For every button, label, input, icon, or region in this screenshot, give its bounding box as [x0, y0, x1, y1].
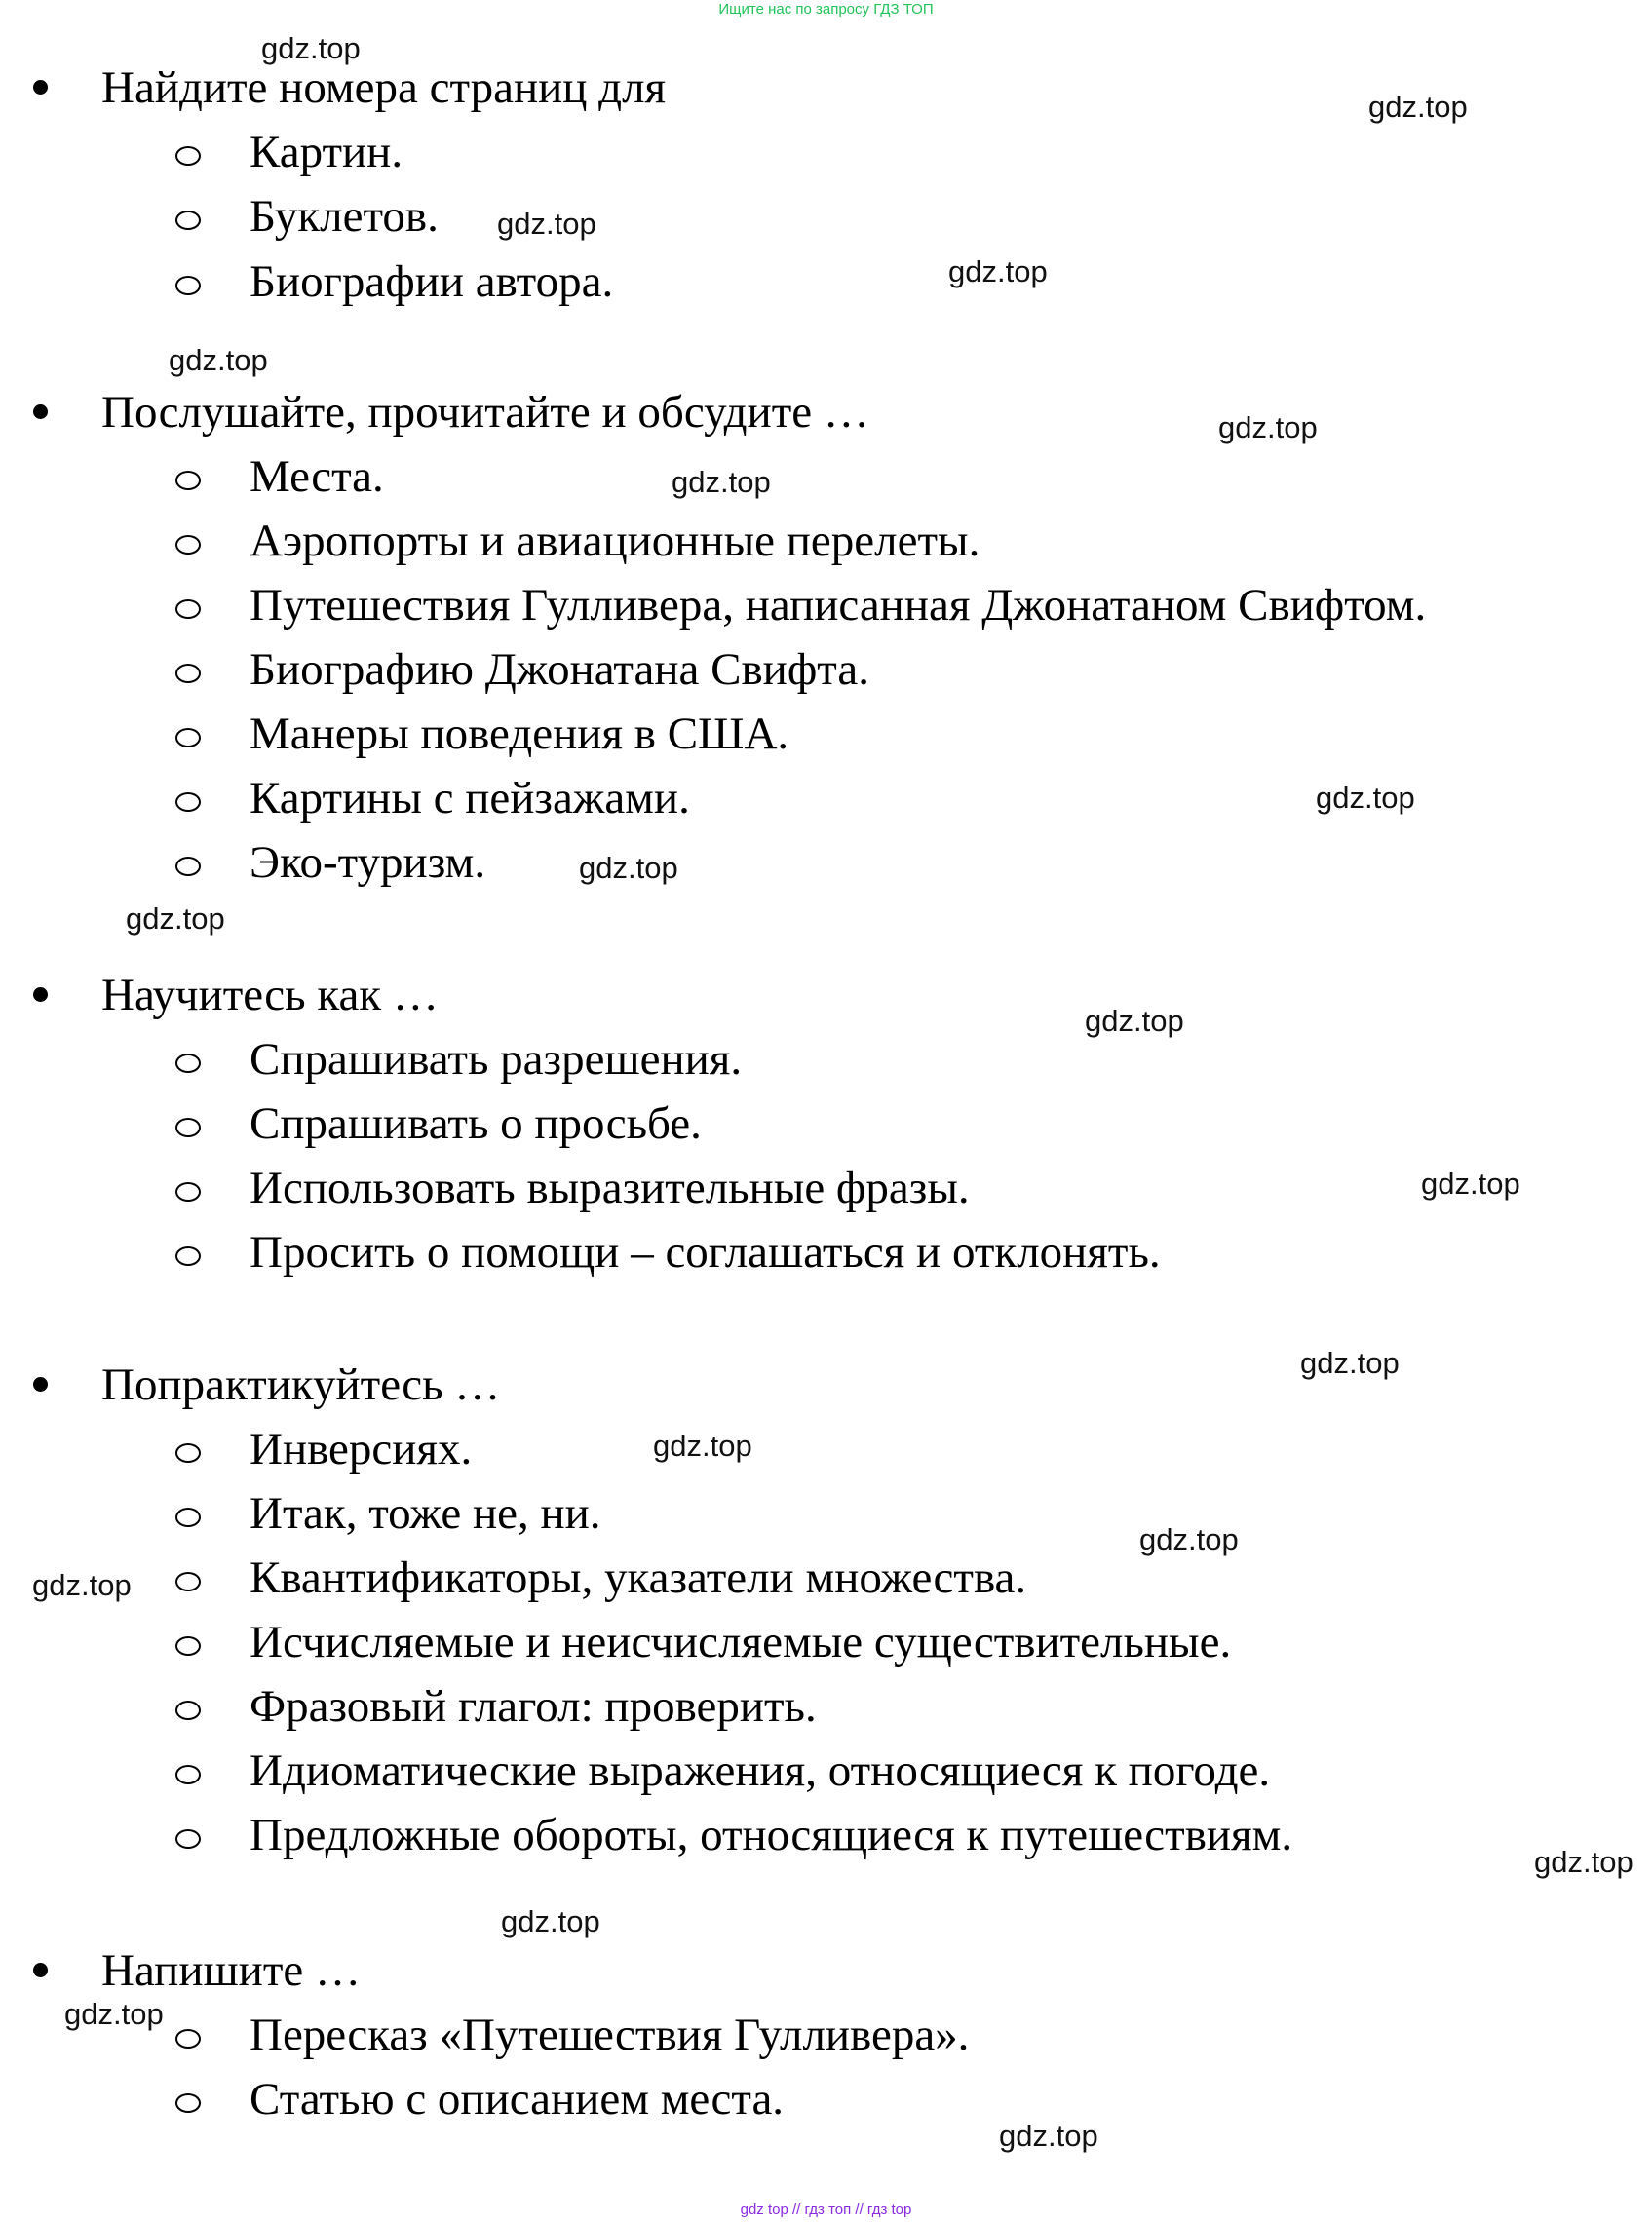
circle-bullet-icon — [175, 1443, 201, 1463]
bottom-banner: gdz top // гдз топ // гдз top — [740, 2202, 912, 2218]
watermark: gdz.top — [672, 465, 771, 499]
circle-bullet-icon — [175, 146, 201, 166]
watermark: gdz.top — [1218, 410, 1318, 444]
list-item-text: Манеры поведения в США. — [250, 709, 789, 759]
list-item-text: Идиоматические выражения, относящиеся к погоде. — [250, 1745, 1271, 1796]
circle-bullet-icon — [175, 1246, 201, 1266]
list-item-text: Пересказ «Путешествия Гулливера». — [250, 2010, 970, 2060]
watermark: gdz.top — [579, 851, 678, 885]
bullet-icon — [33, 80, 48, 95]
circle-bullet-icon — [175, 1765, 201, 1784]
circle-bullet-icon — [175, 471, 201, 490]
watermark: gdz.top — [948, 254, 1048, 288]
circle-bullet-icon — [175, 1054, 201, 1073]
circle-bullet-icon — [175, 1636, 201, 1656]
watermark: gdz.top — [1421, 1167, 1520, 1201]
top-banner: Ищите нас по запросу ГДЗ ТОП — [718, 1, 934, 18]
circle-bullet-icon — [175, 728, 201, 747]
watermark: gdz.top — [64, 1997, 164, 2031]
list-item-text: Спрашивать разрешения. — [250, 1034, 743, 1085]
list-item-text: Просить о помощи – соглашаться и отклонять. — [250, 1227, 1161, 1278]
circle-bullet-icon — [175, 792, 201, 812]
watermark: gdz.top — [261, 31, 361, 65]
section-title: Попрактикуйтесь … — [101, 1360, 501, 1410]
bullet-icon — [33, 1377, 48, 1392]
watermark: gdz.top — [32, 1568, 132, 1602]
list-item-text: Использовать выразительные фразы. — [250, 1163, 970, 1213]
list-item-text: Итак, тоже не, ни. — [250, 1488, 601, 1539]
list-item-text: Спрашивать о просьбе. — [250, 1098, 702, 1149]
watermark: gdz.top — [497, 207, 596, 241]
list-item-text: Исчисляемые и неисчисляемые существительные. — [250, 1617, 1232, 1667]
circle-bullet-icon — [175, 1572, 201, 1591]
list-item-text: Фразовый глагол: проверить. — [250, 1681, 817, 1732]
bullet-icon — [33, 404, 48, 419]
circle-bullet-icon — [175, 857, 201, 876]
circle-bullet-icon — [175, 1118, 201, 1137]
watermark: gdz.top — [1368, 90, 1468, 124]
circle-bullet-icon — [175, 599, 201, 619]
circle-bullet-icon — [175, 2029, 201, 2049]
watermark: gdz.top — [999, 2119, 1098, 2153]
circle-bullet-icon — [175, 276, 201, 295]
list-item-text: Биографии автора. — [250, 256, 614, 307]
watermark: gdz.top — [1300, 1346, 1400, 1380]
list-item-text: Места. — [250, 451, 384, 502]
circle-bullet-icon — [175, 211, 201, 230]
circle-bullet-icon — [175, 1182, 201, 1202]
list-item-text: Картины с пейзажами. — [250, 773, 690, 824]
list-item-text: Инверсиях. — [250, 1424, 473, 1475]
circle-bullet-icon — [175, 1701, 201, 1720]
list-item-text: Статью с описанием места. — [250, 2074, 785, 2125]
watermark: gdz.top — [169, 343, 268, 377]
circle-bullet-icon — [175, 664, 201, 683]
section-title: Найдите номера страниц для — [101, 62, 667, 113]
list-item-text: Аэропорты и авиационные перелеты. — [250, 516, 980, 566]
list-item-text: Буклетов. — [250, 191, 439, 242]
list-item-text: Эко-туризм. — [250, 837, 486, 888]
watermark: gdz.top — [501, 1904, 600, 1938]
watermark: gdz.top — [126, 901, 225, 936]
watermark: gdz.top — [653, 1429, 752, 1463]
section-title: Научитесь как … — [101, 970, 439, 1020]
bullet-icon — [33, 1963, 48, 1977]
list-item-text: Биографию Джонатана Свифта. — [250, 644, 870, 695]
list-item-text: Картин. — [250, 127, 403, 177]
list-item-text: Путешествия Гулливера, написанная Джонатаном Свифтом. — [250, 580, 1427, 631]
section-title: Послушайте, прочитайте и обсудите … — [101, 387, 869, 438]
watermark: gdz.top — [1534, 1845, 1633, 1879]
watermark: gdz.top — [1085, 1004, 1184, 1038]
circle-bullet-icon — [175, 535, 201, 555]
list-item-text: Квантификаторы, указатели множества. — [250, 1552, 1027, 1603]
circle-bullet-icon — [175, 1508, 201, 1527]
list-item-text: Предложные обороты, относящиеся к путешествиям. — [250, 1810, 1293, 1860]
watermark: gdz.top — [1139, 1522, 1239, 1556]
circle-bullet-icon — [175, 1829, 201, 1849]
watermark: gdz.top — [1316, 781, 1415, 815]
bullet-icon — [33, 987, 48, 1002]
section-title: Напишите … — [101, 1945, 361, 1996]
circle-bullet-icon — [175, 2093, 201, 2113]
